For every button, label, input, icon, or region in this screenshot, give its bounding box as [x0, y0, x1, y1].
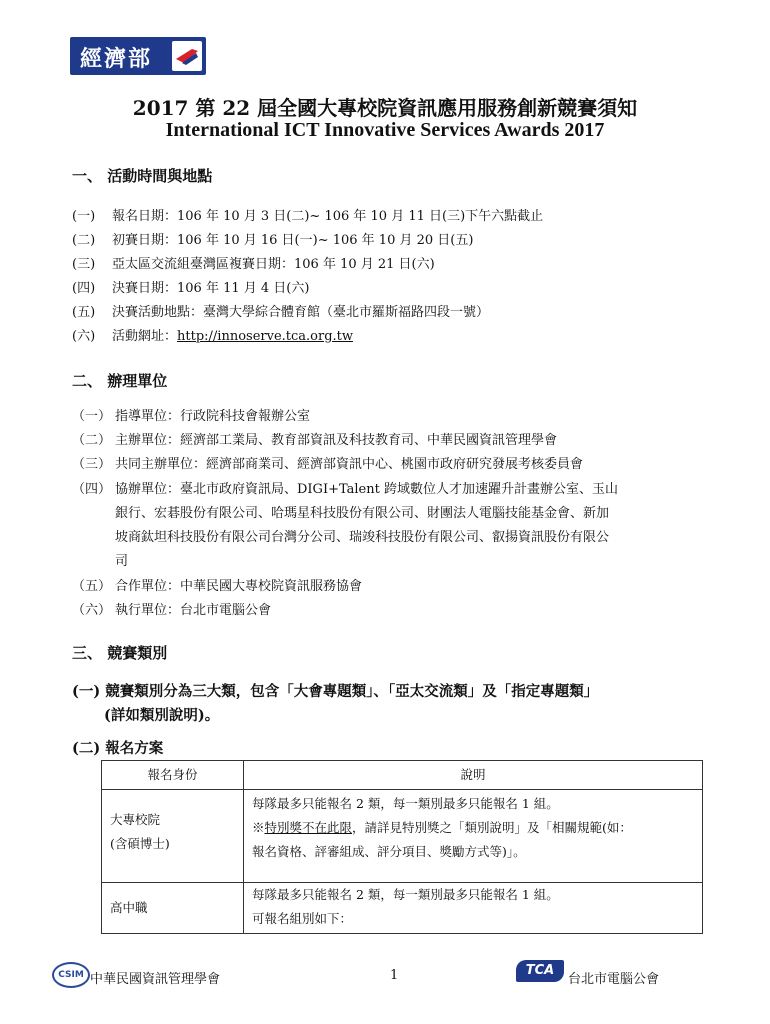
section-3-item-2: (二) 報名方案 — [72, 740, 164, 757]
section-3-heading: 三、 競賽類別 — [72, 644, 168, 662]
table-header-row — [102, 761, 703, 790]
table-header-identity: 報名身份 — [102, 761, 244, 790]
footer-right-org: 台北市電腦公會 — [568, 972, 660, 987]
document-title-zh: 2017 第 22 屆全國大專校院資訊應用服務創新競賽須知 — [132, 96, 638, 120]
section-3-item-1-line-2: (詳如類別說明)。 — [104, 707, 220, 724]
section-1-heading: 一、 活動時間與地點 — [72, 167, 213, 185]
tca-logo: TCA — [516, 960, 564, 982]
section-2-heading: 二、 辦理單位 — [72, 372, 168, 390]
special-award-note: 特別獎不在此限 — [264, 820, 353, 835]
table-row: 大專校院 (含碩博士) 每隊最多只能報名 2 類，每一類別最多只能報名 1 組。 ※特別獎不在此限，請詳見特別獎之「類別說明」及「相關規範(如： 報名資格、評審組成、評分項目、獎勵方式等)」。 — [102, 790, 703, 883]
ministry-emblem-icon — [172, 41, 202, 71]
table-row: 高中職 每隊最多只能報名 2 類，每一類別最多只能報名 1 組。 可報名組別如下： — [102, 883, 703, 934]
csim-logo: CSIM — [52, 962, 90, 988]
table-header-description: 說明 — [244, 761, 703, 790]
ministry-logo — [70, 37, 206, 75]
ministry-logo-text: 經濟部 — [80, 47, 153, 72]
registration-table — [101, 760, 703, 934]
document-title-en: International ICT Innovative Services Awards 2017 — [165, 119, 605, 141]
website-link[interactable]: http://innoserve.tca.org.tw — [177, 329, 354, 344]
section-3-item-1-line-1: (一) 競賽類別分為三大類，包含「大會專題類」、「亞太交流類」及「指定專題類」 — [72, 683, 599, 700]
footer-left-org: 中華民國資訊管理學會 — [90, 972, 221, 987]
page-number: 1 — [390, 968, 399, 983]
